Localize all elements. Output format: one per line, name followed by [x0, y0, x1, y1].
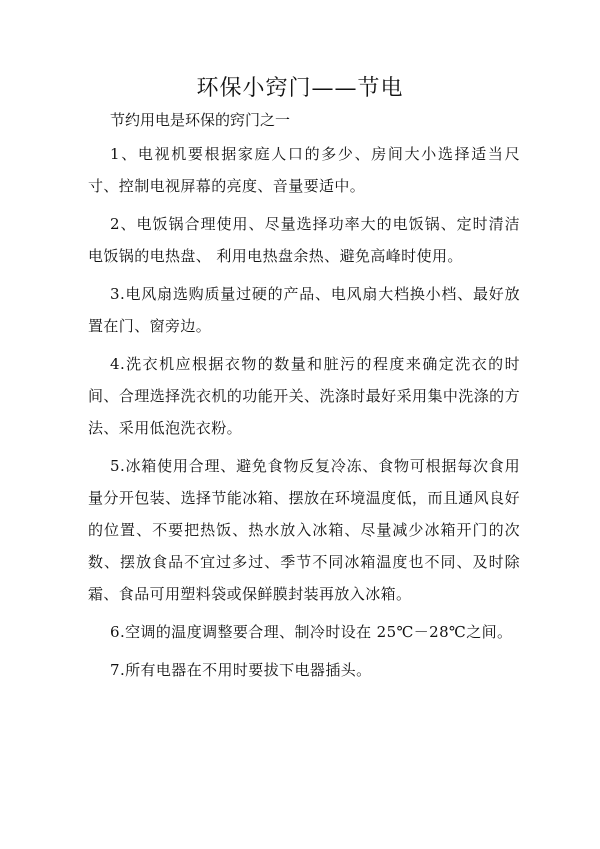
- tip-electric-fan: 3.电风扇选购质量过硬的产品、电风扇大档换小档、最好放置在门、窗旁边。: [88, 285, 520, 335]
- intro-line: 节约用电是环保的窍门之一: [110, 111, 291, 129]
- document-body: [88, 108, 520, 692]
- tip-washing-machine: 4.洗衣机应根据衣物的数量和脏污的程度来确定洗衣的时间、合理选择洗衣机的功能开关、洗涤时最好采用集中洗涤的方法、采用低泡洗衣粉。: [88, 355, 520, 437]
- tip-air-conditioner: 6.空调的温度调整要合理、制冷时设在 25℃－28℃之间。: [110, 623, 513, 641]
- tip-refrigerator: 5.冰箱使用合理、避免食物反复冷冻、食物可根据每次食用量分开包装、选择节能冰箱、摆放在环境温度低，而且通风良好的位置、不要把热饭、热水放入冰箱、尽量减少冰箱开门的次数、摆放食品不宜过多过、季节不同冰箱温度也不同、及时除霜、食品可用塑料袋或保鲜膜封装再放入冰箱。: [88, 457, 520, 603]
- tip-rice-cooker: 2、电饭锅合理使用、尽量选择功率大的电饭锅、定时清洁电饭锅的电热盘、 利用电热盘余热、避免高峰时使用。: [88, 215, 520, 265]
- tip-unplug: 7.所有电器在不用时要拔下电器插头。: [110, 661, 372, 679]
- tip-tv: 1、电视机要根据家庭人口的多少、房间大小选择适当尺寸、控制电视屏幕的亮度、音量要适中。: [88, 145, 520, 195]
- document-title: 环保小窍门——节电: [196, 76, 404, 101]
